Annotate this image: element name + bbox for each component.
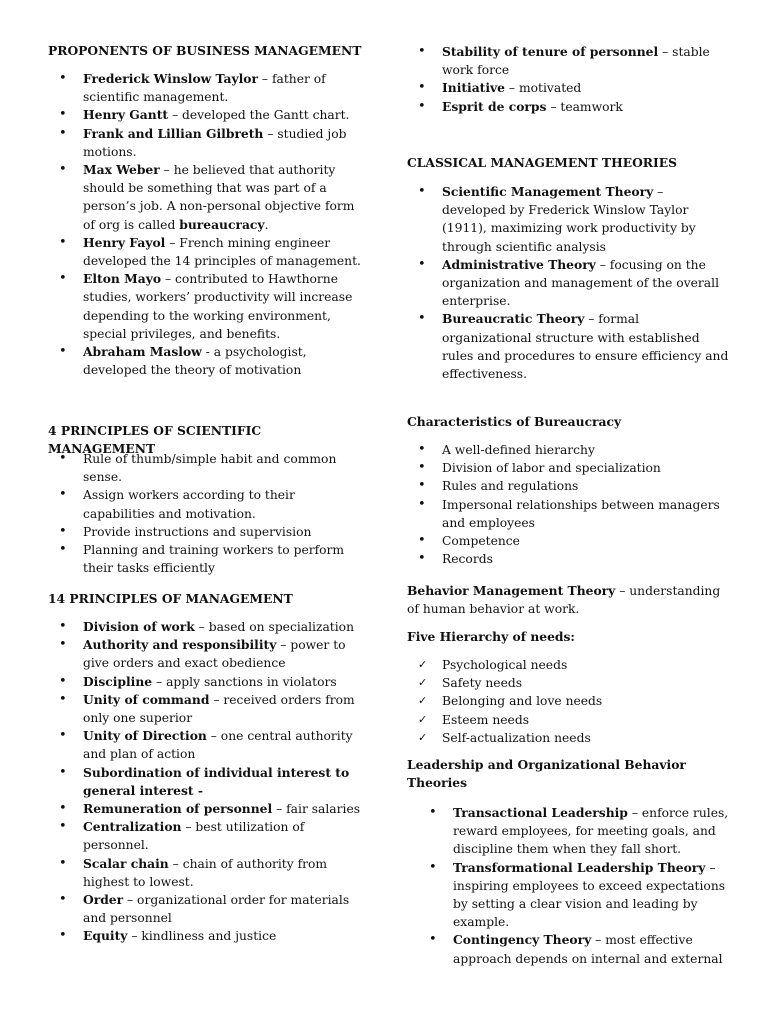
bureaucracy-heading: Characteristics of Bureaucracy [407, 414, 622, 429]
behavior-paragraph: Behavior Management Theory – understanding of human behavior at work. [407, 583, 721, 617]
fourteen-heading: 14 PRINCIPLES OF MANAGEMENT [48, 591, 293, 606]
list-item: • Frank and Lillian Gilbreth – studied job motions. [48, 125, 366, 161]
list-item: • Centralization – best utilization of personnel. [48, 818, 366, 854]
fourteen-list [48, 618, 366, 946]
list-item: • Rules and regulations [407, 477, 729, 495]
list-item: • Records [407, 550, 729, 568]
list-item: • Scalar chain – chain of authority from highest to lowest. [48, 855, 366, 891]
list-item: • Transactional Leadership – enforce rules, reward employees, for meeting goals, and discipline them when they fall short. [407, 804, 729, 859]
list-item: • Frederick Winslow Taylor – father of scientific management. [48, 70, 366, 106]
list-item: • Assign workers according to their capabilities and motivation. [48, 486, 366, 522]
list-item: • Impersonal relationships between managers and employees [407, 496, 729, 532]
principles-continued-list [407, 43, 729, 116]
list-item: • Bureaucratic Theory – formal organizational structure with established rules and procedures to ensure efficiency and effectiveness. [407, 310, 729, 383]
list-item: • Planning and training workers to perform their tasks efficiently [48, 541, 366, 577]
list-item: • Stability of tenure of personnel – stable work force [407, 43, 729, 79]
list-item: • Henry Gantt – developed the Gantt chart. [48, 106, 366, 124]
list-item: • Henry Fayol – French mining engineer developed the 14 principles of management. [48, 234, 366, 270]
list-item: • Contingency Theory – most effective approach depends on internal and external [407, 931, 729, 967]
list-item: • Abraham Maslow - a psychologist, developed the theory of motivation [48, 343, 366, 379]
list-item: • Unity of Direction – one central authority and plan of action [48, 727, 366, 763]
list-item: ✓ Self-actualization needs [407, 729, 729, 747]
needs-list [407, 656, 729, 747]
list-item: ✓ Belonging and love needs [407, 692, 729, 710]
list-item: • Division of work – based on specialization [48, 618, 366, 636]
classical-heading: CLASSICAL MANAGEMENT THEORIES [407, 155, 678, 170]
list-item: ✓ Psychological needs [407, 656, 729, 674]
leadership-list [407, 804, 729, 968]
list-item: • Remuneration of personnel – fair salaries [48, 800, 366, 818]
list-item: • Order – organizational order for materials and personnel [48, 891, 366, 927]
list-item: • Unity of command – received orders from only one superior [48, 691, 366, 727]
scientific-list [48, 450, 366, 577]
leadership-heading: Leadership and Organizational Behavior Theories [407, 757, 686, 791]
list-item: ✓ Esteem needs [407, 711, 729, 729]
list-item: • Initiative – motivated [407, 79, 729, 97]
list-item: • Authority and responsibility – power to give orders and exact obedience [48, 636, 366, 672]
list-item: • Discipline – apply sanctions in violators [48, 673, 366, 691]
list-item: • Administrative Theory – focusing on the organization and management of the overall enterprise. [407, 256, 729, 311]
list-item: • Scientific Management Theory – developed by Frederick Winslow Taylor (1911), maximizing work productivity by through scientific analysis [407, 183, 729, 256]
proponents-heading: PROPONENTS OF BUSINESS MANAGEMENT [48, 43, 362, 58]
list-item: ✓ Safety needs [407, 674, 729, 692]
list-item: • Elton Mayo – contributed to Hawthorne studies, workers’ productivity will increase depending to the working environment, special privileges, and benefits. [48, 270, 366, 343]
list-item: • Division of labor and specialization [407, 459, 729, 477]
list-item: • Max Weber – he believed that authority should be something that was part of a person’s job. A non-personal objective form of org is called bureaucracy. [48, 161, 366, 234]
list-item: • Provide instructions and supervision [48, 523, 366, 541]
scientific-heading: 4 PRINCIPLES OF SCIENTIFIC MANAGEMENT [48, 423, 262, 457]
list-item: • Equity – kindliness and justice [48, 927, 366, 945]
list-item: • A well-defined hierarchy [407, 441, 729, 459]
list-item: • Subordination of individual interest to general interest - [48, 764, 366, 800]
classical-list [407, 183, 729, 383]
list-item: • Transformational Leadership Theory – inspiring employees to exceed expectations by setting a clear vision and leading by example. [407, 859, 729, 932]
proponents-list [48, 70, 366, 379]
list-item: • Competence [407, 532, 729, 550]
list-item: • Esprit de corps – teamwork [407, 98, 729, 116]
bureaucracy-list [407, 441, 729, 568]
needs-heading: Five Hierarchy of needs: [407, 629, 575, 644]
list-item: • Rule of thumb/simple habit and common sense. [48, 450, 366, 486]
